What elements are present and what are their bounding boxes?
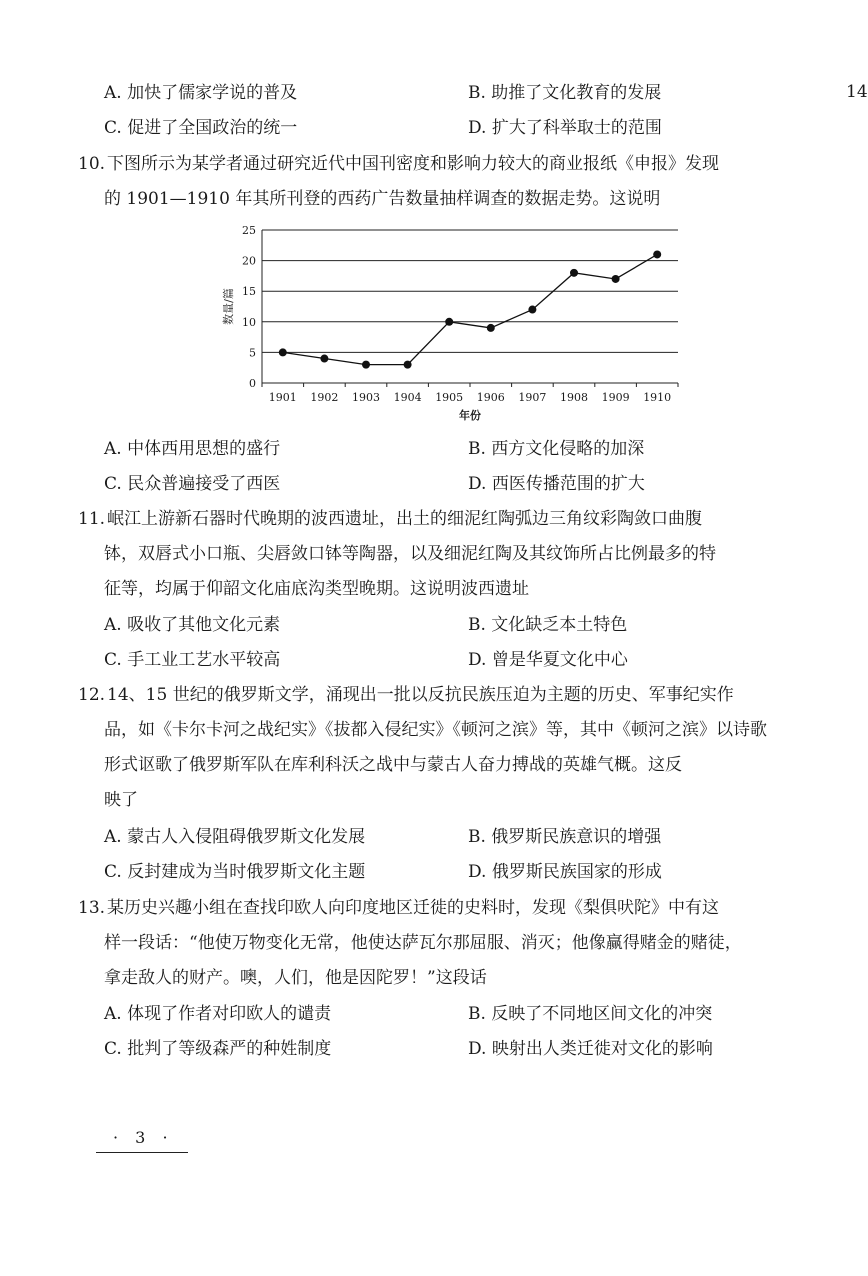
- y-tick-label: 15: [242, 285, 256, 299]
- q13-text-1: 某历史兴趣小组在查找印欧人向印度地区迁徙的史料时，发现《梨俱吠陀》中有这: [107, 898, 720, 918]
- data-point: [653, 250, 661, 258]
- q13-stem-line-3: 拿走敌人的财产。噢，人们，他是因陀罗！”这段话: [104, 968, 487, 988]
- q10-stem-line-2: 的 1901—1910 年其所刊登的西药广告数量抽样调查的数据走势。这说明: [104, 189, 661, 209]
- q13-number: 13.: [78, 898, 106, 918]
- y-tick-label: 10: [242, 315, 256, 329]
- x-tick-label: 1902: [310, 391, 339, 404]
- q11-option-c: C. 手工业工艺水平较高: [104, 650, 281, 670]
- q13-option-b: B. 反映了不同地区间文化的冲突: [468, 1004, 713, 1024]
- q10-option-b: B. 西方文化侵略的加深: [468, 439, 645, 459]
- q13-option-c: C. 批判了等级森严的种姓制度: [104, 1039, 332, 1059]
- x-tick-label: 1909: [601, 391, 630, 404]
- q12-option-b: B. 俄罗斯民族意识的增强: [468, 827, 662, 847]
- q11-text-1: 岷江上游新石器时代晚期的波西遗址，出土的细泥红陶弧边三角纹彩陶敛口曲腹: [107, 509, 703, 529]
- q10-number: 10.: [78, 154, 106, 174]
- data-point: [487, 324, 495, 332]
- y-tick-label: 20: [242, 254, 256, 268]
- q9-option-d: D. 扩大了科举取士的范围: [468, 118, 662, 138]
- q13-option-a: A. 体现了作者对印欧人的谴责: [104, 1004, 332, 1024]
- y-tick-label: 5: [249, 346, 256, 360]
- q11-option-d: D. 曾是华夏文化中心: [468, 650, 628, 670]
- q12-stem-line-1: [78, 684, 734, 706]
- data-point: [320, 355, 328, 363]
- data-point: [570, 269, 578, 277]
- x-tick-label: 1903: [352, 391, 380, 404]
- q10-option-d: D. 西医传播范围的扩大: [468, 474, 645, 494]
- q10-option-c: C. 民众普遍接受了西医: [104, 474, 281, 494]
- x-tick-label: 1905: [435, 391, 464, 404]
- q9-option-b: B. 助推了文化教育的发展: [468, 83, 662, 103]
- q10-stem-line-1: [78, 153, 719, 175]
- q11-option-b: B. 文化缺乏本土特色: [468, 615, 628, 635]
- q13-stem-line-2: 样一段话：“他使万物变化无常，他使达萨瓦尔那屈服、消灭；他像赢得赌金的赌徒，: [104, 933, 742, 953]
- q12-number: 12.: [78, 685, 106, 705]
- x-tick-label: 1910: [643, 391, 672, 404]
- x-tick-label: 1904: [393, 391, 422, 404]
- data-point: [279, 348, 287, 356]
- q12-stem-line-2: 品，如《卡尔卡河之战纪实》《拔都入侵纪实》《顿河之滨》等，其中《顿河之滨》以诗歌: [104, 720, 767, 740]
- y-axis-label: 数量/篇: [222, 288, 235, 325]
- q10-option-a: A. 中体西用思想的盛行: [104, 439, 281, 459]
- q12-text-1: 14、15 世纪的俄罗斯文学，涌现出一批以反抗民族压迫为主题的历史、军事纪实作: [107, 685, 734, 705]
- x-tick-label: 1901: [268, 391, 297, 404]
- q13-option-d: D. 映射出人类迁徙对文化的影响: [468, 1039, 713, 1059]
- data-point: [362, 361, 370, 369]
- q11-option-a: A. 吸收了其他文化元素: [104, 615, 281, 635]
- q9-option-c: C. 促进了全国政治的统一: [104, 118, 298, 138]
- q12-stem-line-3: 形式讴歌了俄罗斯军队在库利科沃之战中与蒙古人奋力搏战的英雄气概。这反: [104, 755, 682, 775]
- x-axis-label: 年份: [459, 409, 481, 422]
- data-point: [528, 306, 536, 314]
- q12-option-a: A. 蒙古人入侵阻碍俄罗斯文化发展: [104, 827, 366, 847]
- q12-option-d: D. 俄罗斯民族国家的形成: [468, 862, 662, 882]
- x-tick-label: 1908: [560, 391, 588, 404]
- series-line: [283, 254, 657, 364]
- data-point: [404, 361, 412, 369]
- q12-stem-line-4: 映了: [104, 790, 138, 810]
- x-tick-label: 1906: [476, 391, 505, 404]
- q12-option-c: C. 反封建成为当时俄罗斯文化主题: [104, 862, 366, 882]
- data-point: [445, 318, 453, 326]
- q11-stem-line-2: 钵，双唇式小口瓶、尖唇敛口钵等陶器，以及细泥红陶及其纹饰所占比例最多的特: [104, 544, 716, 564]
- q13-stem-line-1: [78, 897, 719, 919]
- q10-text-1: 下图所示为某学者通过研究近代中国刊密度和影响力较大的商业报纸《申报》发现: [107, 154, 720, 174]
- footer-rule: [96, 1152, 188, 1153]
- q11-number: 11.: [78, 509, 106, 529]
- y-tick-label: 25: [242, 224, 256, 237]
- y-tick-label: 0: [249, 377, 256, 390]
- page-corner-fragment: 14: [846, 82, 868, 102]
- q9-option-a: A. 加快了儒家学说的普及: [104, 83, 298, 103]
- q11-stem-line-3: 征等，均属于仰韶文化庙底沟类型晚期。这说明波西遗址: [104, 579, 529, 599]
- data-point: [612, 275, 620, 283]
- x-tick-label: 1907: [518, 391, 547, 404]
- q11-stem-line-1: [78, 508, 702, 530]
- q10-line-chart: [220, 222, 690, 427]
- page-number: · 3 ·: [113, 1128, 174, 1147]
